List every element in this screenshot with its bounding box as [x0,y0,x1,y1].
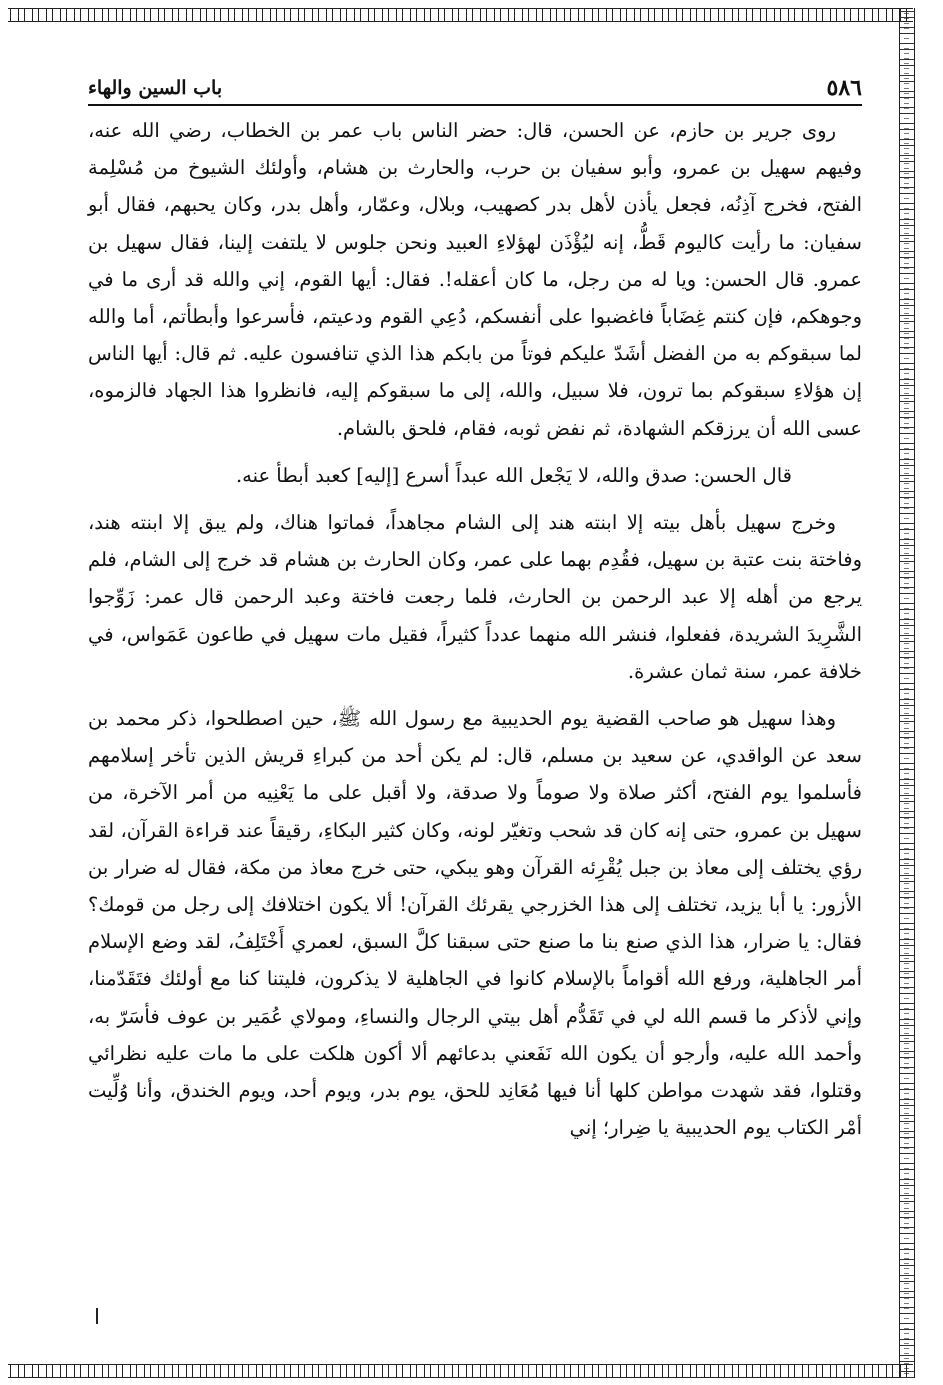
paragraph-hudaybiyya: وهذا سهيل هو صاحب القضية يوم الحديبية مع رسول الله ﷺ، حين اصطلحوا، ذكر محمد بن سعد عن الواقدي، عن سعيد بن مسلم، قال: لم يكن أحد من كبراءِ قريش الذين تأخر إسلامهم فأسلموا يوم الفتح، أكثر صلاة ولا صوماً ولا صدقة، ولا أقبل على ما يَعْنِيه من أمر الآخرة، من سهيل بن عمرو، حتى إنه كان قد شحب وتغيّر لونه، وكان كثير البكاءِ، رقيقاً عند قراءة القرآن، لقد رؤي يختلف إلى معاذ بن جبل يُقْرِئه القرآن وهو يبكي، حتى خرج معاذ من مكة، فقال له ضرار بن الأزور: يا أبا يزيد، تختلف إلى هذا الخزرجي يقرئك القرآن! ألا يكون اختلافك إلى رجل من قومك؟ فقال: يا ضرار، هذا الذي صنع بنا ما صنع حتى سبقنا كلَّ السبق، لعمري أَخْتَلِفُ، لقد وضع الإسلام أمر الجاهلية، ورفع الله أقواماً بالإسلام كانوا في الجاهلية لا يذكرون، فليتنا كنا مع أولئك فتَقَدّمنا، وإني لأذكر ما قسم الله لي في تَقَدُّم أهل بيتي الرجال والنساءِ، ومولاي عُمَير بن عوف فأسَرّ به، وأحمد الله عليه، وأرجو أن يكون الله نَفَعني بدعائهم ألا أكون هلكت على ما مات عليه نظرائي وقتلوا، فقد شهدت مواطن كلها أنا فيها مُعَانِد للحق، يوم بدر، ويوم أحد، ويوم الخندق، وأنا وُلِّيت أمْر الكتاب يوم الحديبية يا ضِرار؛ إني [88,707,862,1140]
page-header [88,74,862,102]
paragraph-hasan-narration: روى جرير بن حازم، عن الحسن، قال: حضر الناس باب عمر بن الخطاب، رضي الله عنه، وفيهم سهيل بن عمرو، وأبو سفيان بن حرب، والحارث بن هشام، وأولئك الشيوخ من مُسْلِمة الفتح، فخرج آذِنُه، فجعل يأذن لأهل بدر كصهيب، وبلال، وعمّار، وأهل بدر، وكان يحبهم، فقال أبو سفيان: ما رأيت كاليوم قَطُّ، إنه ليُؤْذَن لهؤلاءِ العبيد ونحن جلوس لا يلتفت إلينا، فقال سهيل بن عمرو. قال الحسن: ويا له من رجل، ما كان أعقله!. فقال: أيها القوم، إني والله قد أرى ما في وجوهكم، فإن كنتم غِضَاباً فاغضبوا على أنفسكم، دُعِي القوم ودعيتم، فأسرعوا وأبطأتم، أما والله لما سبقوكم به من الفضل أشَدّ عليكم فوتاً من بابكم هذا الذي تنافسون عليه. ثم قال: أيها الناس إن هؤلاءِ سبقوكم بما ترون، فلا سبيل، والله، إلى ما سبقوكم إليه، فانظروا هذا الجهاد فالزموه، عسى الله أن يرزقكم الشهادة، ثم نفض ثوبه، فقام، فلحق بالشام. [88,119,862,440]
paragraph-hasan-quote: قال الحسن: صدق والله، لا يَجْعل الله عبداً أسرع [إليه] كعبد أبطأ عنه. [235,463,792,487]
header-rule [88,104,862,106]
page-border-bottom [8,1364,913,1378]
page-border-top [8,8,913,22]
running-title: باب السين والهاء [88,77,223,99]
margin-mark [96,1308,98,1324]
page-border-right [899,8,915,1378]
page-number: ٥٨٦ [826,75,862,101]
border-chain-ornament [904,8,909,1378]
page-body [88,112,862,1146]
paragraph-suhail-sham: وخرج سهيل بأهل بيته إلا ابنته هند إلى الشام مجاهداً، فماتوا هناك، ولم يبق إلا ابنته هند، وفاختة بنت عتبة بن سهيل، فقُدِم بهما على عمر، وكان الحارث بن هشام قد خرج إلى الشام، فلم يرجع من أهله إلا عبد الرحمن بن الحارث، فلما رجعت فاختة وعبد الرحمن قال عمر: زَوِّجوا الشَّرِيدَ الشريدة، ففعلوا، فنشر الله منهما عدداً كثيراً، فقيل مات سهيل في طاعون عَمَواس، في خلافة عمر، سنة ثمان عشرة. [88,511,862,683]
